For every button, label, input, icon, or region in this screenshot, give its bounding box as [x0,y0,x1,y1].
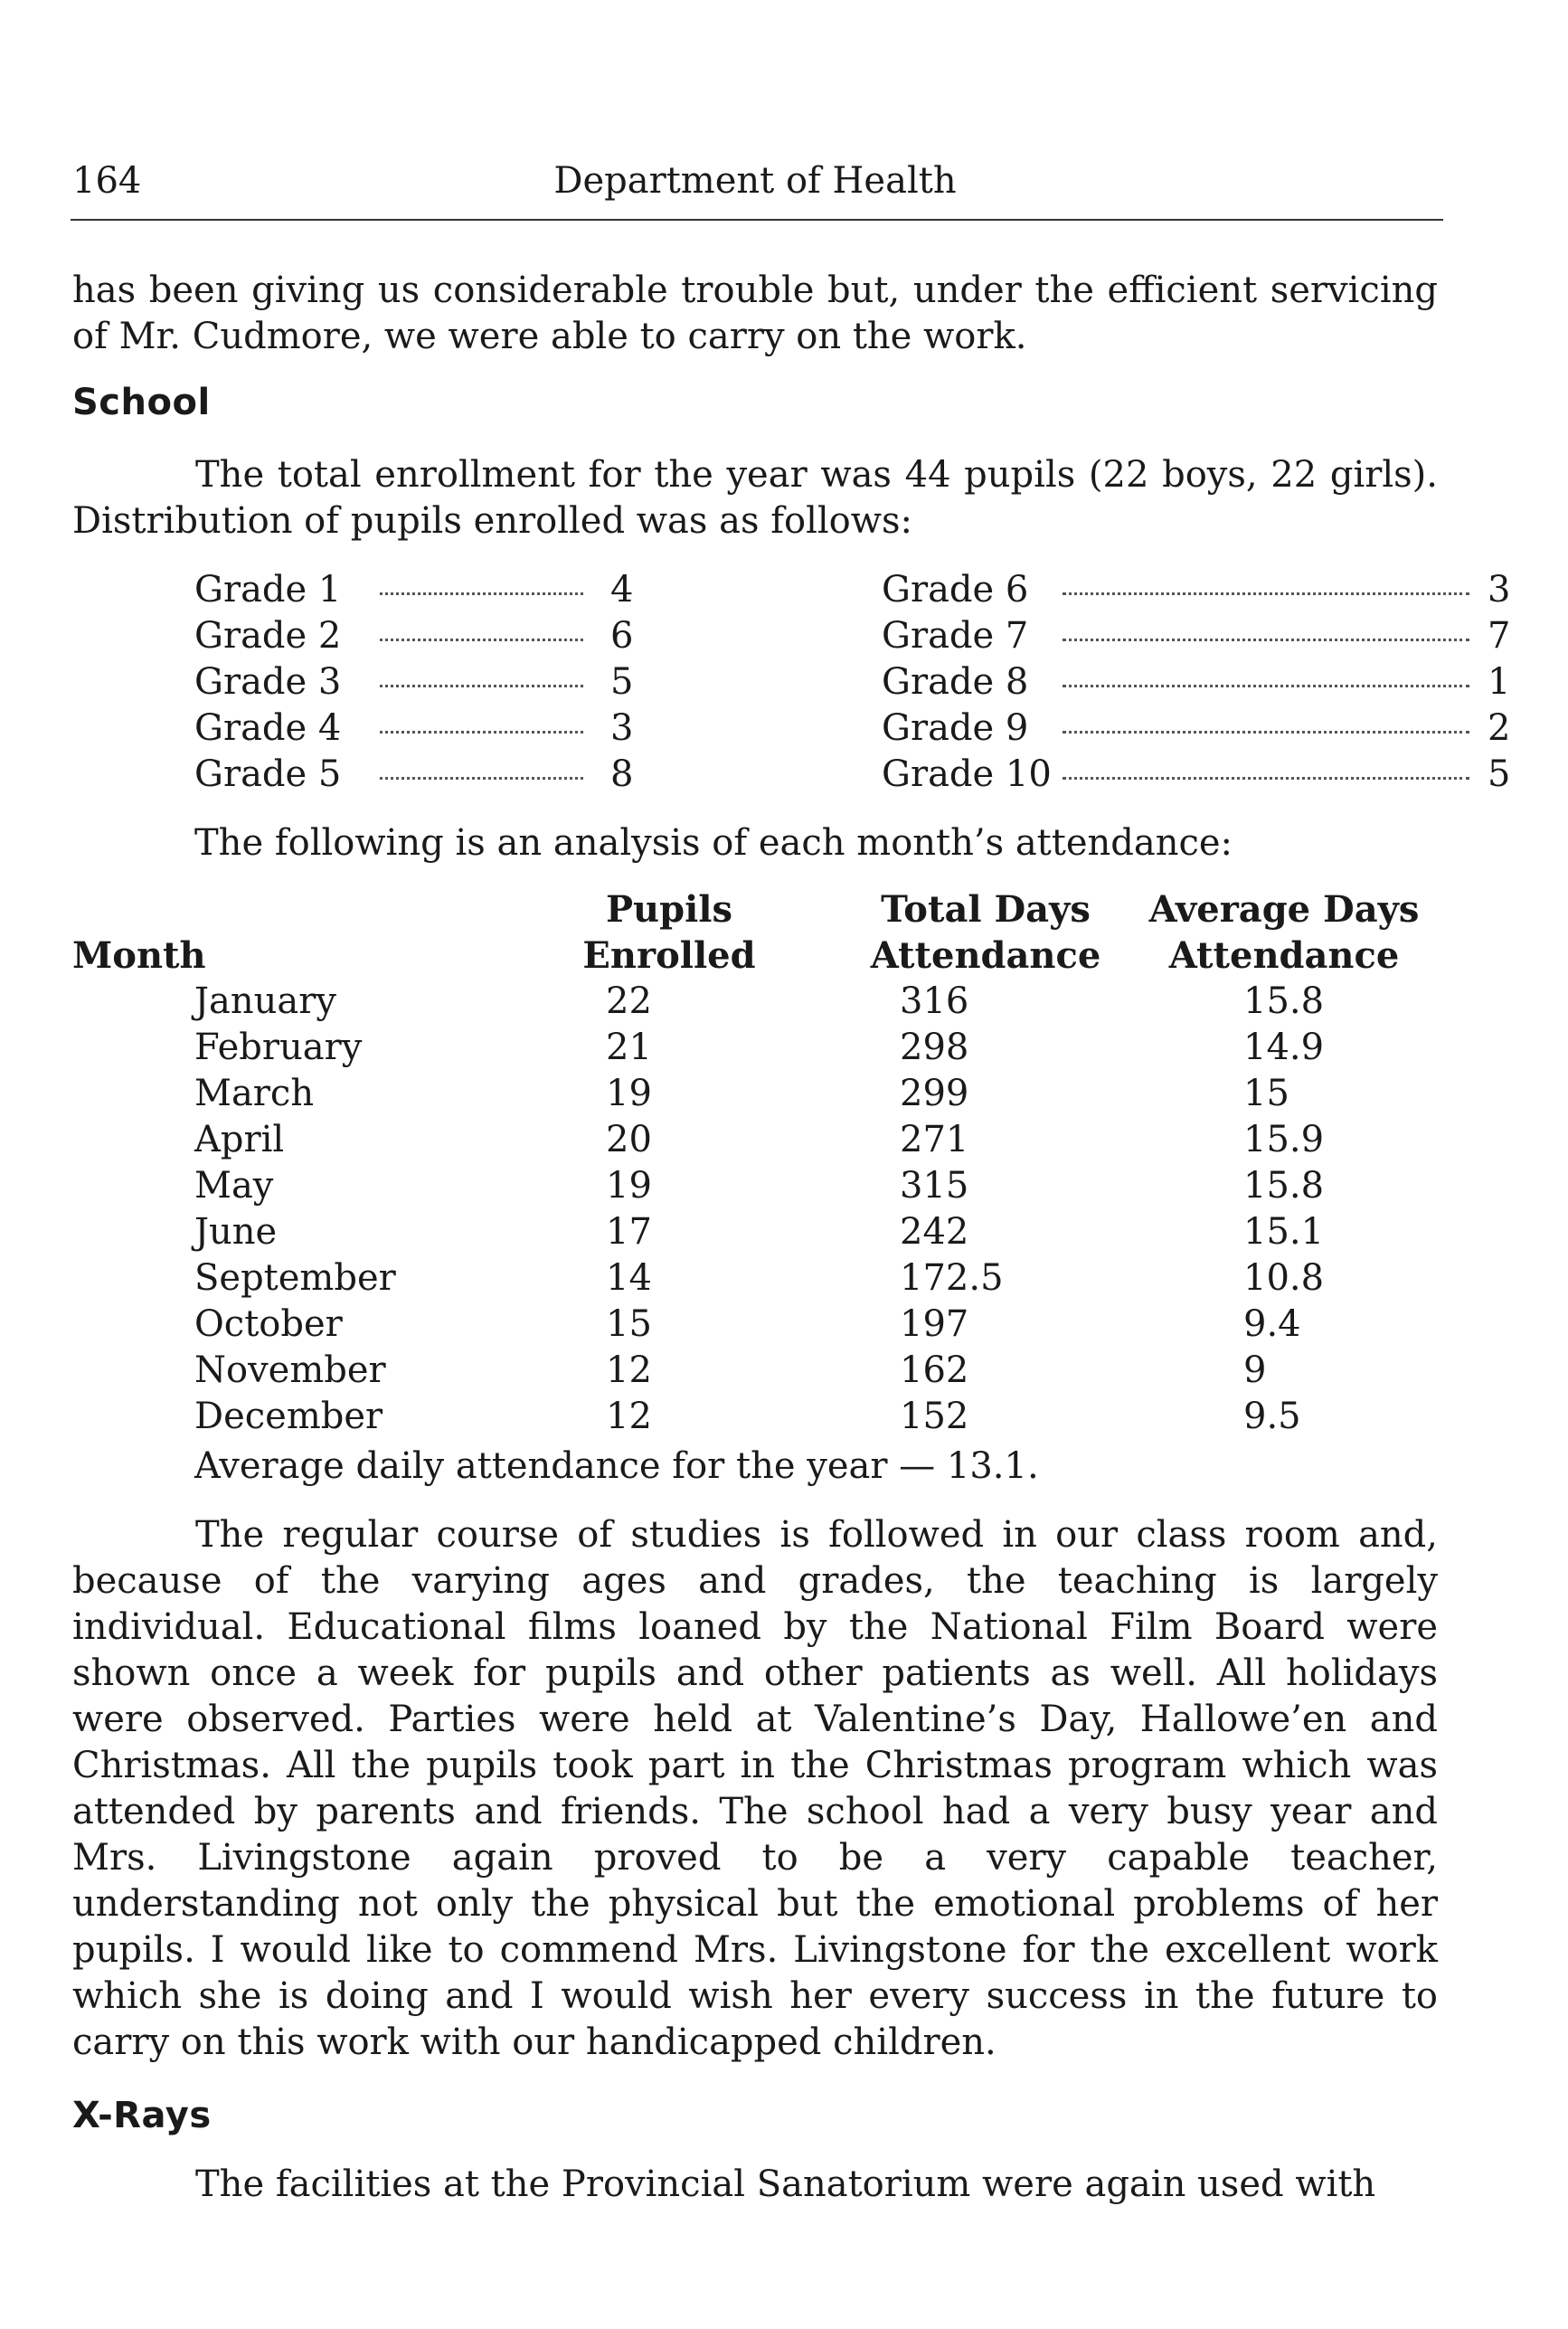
grade-label: Grade 8 [882,661,1029,703]
avg-days-cell: 15.9 [1243,1119,1325,1160]
dot-leader [380,639,583,641]
table-row [72,1255,1438,1302]
grade-count: 7 [1488,615,1511,657]
dot-leader [1063,777,1469,780]
grade-row [194,752,634,798]
grade-label: Grade 6 [882,569,1029,611]
avg-days-cell: 15.1 [1243,1211,1325,1253]
month-cell: February [194,1027,363,1068]
total-days-header-line2: Attendance [870,934,1101,977]
grade-row [882,613,1511,659]
enrollment-paragraph: The total enrollment for the year was 44 pupils (22 boys, 22 girls). Distribution of pupils enrolled was as follows: [72,454,1438,542]
table-row [72,1394,1438,1440]
grade-count: 5 [1488,753,1511,795]
grade-row [194,567,634,613]
month-cell: January [194,980,336,1022]
dot-leader [1063,685,1469,687]
grade-label: Grade 1 [194,569,342,611]
dot-leader [380,592,583,595]
grade-row [882,659,1511,705]
table-row [72,1302,1438,1348]
grade-label: Grade 4 [194,707,342,749]
grade-row [882,705,1511,752]
grade-count: 4 [610,569,634,611]
page-header [72,154,1438,208]
avg-days-cell: 15.8 [1243,1165,1325,1207]
pupils-cell: 22 [606,980,652,1022]
total-days-cell: 299 [900,1073,969,1114]
table-row [72,1117,1438,1163]
grade-label: Grade 3 [194,661,342,703]
grade-label: Grade 7 [882,615,1029,657]
total-days-cell: 172.5 [900,1257,1004,1299]
total-days-header-line1: Total Days [881,888,1091,931]
avg-days-cell: 14.9 [1243,1027,1325,1068]
total-days-cell: 316 [900,980,969,1022]
grade-label: Grade 9 [882,707,1029,749]
table-row [72,979,1438,1025]
grade-row [882,752,1511,798]
dot-leader [380,685,583,687]
grade-count: 3 [610,707,634,749]
total-days-cell: 315 [900,1165,969,1207]
page-number: 164 [72,160,142,202]
pupils-cell: 21 [606,1027,652,1068]
grade-count: 3 [1488,569,1511,611]
month-cell: March [194,1073,315,1114]
month-cell: September [194,1257,396,1299]
avg-days-cell: 10.8 [1243,1257,1325,1299]
month-header: Month [72,934,206,977]
avg-days-cell: 15 [1243,1073,1289,1114]
total-days-cell: 162 [900,1349,969,1391]
dot-leader [380,731,583,734]
dot-leader [1063,731,1469,734]
table-row [72,1163,1438,1209]
pupils-cell: 19 [606,1165,652,1207]
grade-count: 2 [1488,707,1511,749]
xrays-heading: X-Rays [72,2095,212,2136]
pupils-cell: 14 [606,1257,652,1299]
table-row [72,1348,1438,1394]
avg-days-header-line1: Average Days [1148,888,1420,931]
total-days-cell: 197 [900,1303,969,1345]
grade-label: Grade 10 [882,753,1052,795]
total-days-cell: 271 [900,1119,969,1160]
attendance-summary: Average daily attendance for the year — 13.1. [194,1445,1039,1487]
pupils-header-line1: Pupils [605,888,733,931]
attendance-intro: The following is an analysis of each month’s attendance: [194,822,1233,864]
grade-label: Grade 2 [194,615,342,657]
grade-count: 6 [610,615,634,657]
grade-count: 5 [610,661,634,703]
table-row [72,1025,1438,1071]
pupils-cell: 12 [606,1396,652,1437]
grade-row [882,567,1511,613]
pupils-cell: 17 [606,1211,652,1253]
avg-days-header-line2: Attendance [1168,934,1400,977]
school-paragraph: The regular course of studies is followed in our class room and, because of the varying ages and grades, the teaching is largely individual. Educational films loaned by the National Film Board were shown once a week for pupils and other patients as well. All holidays were observed. Parties were held at Valentine’s Day, Hallowe’en and Christmas. All the pupils took part in the Christmas program which was attended by parents and friends. The school had a very busy year and Mrs. Livingstone again proved to be a very capable teacher, understanding not only the physical but the emotional problems of her pupils. I would like to commend Mrs. Livingstone for the excellent work which she is doing and I would wish her every success in the future to carry on this work with our handicapped children. [72,1514,1438,2063]
month-cell: April [194,1119,285,1160]
total-days-cell: 152 [900,1396,969,1437]
total-days-cell: 242 [900,1211,969,1253]
dot-leader [1063,592,1469,595]
pupils-cell: 19 [606,1073,652,1114]
month-cell: December [194,1396,383,1437]
running-title: Department of Health [553,160,957,202]
grade-column-right [882,567,1511,798]
xrays-paragraph: The facilities at the Provincial Sanatorium were again used with [195,2163,1376,2205]
month-cell: June [194,1211,278,1253]
total-days-cell: 298 [900,1027,969,1068]
month-cell: May [194,1165,274,1207]
month-cell: October [194,1303,343,1345]
table-row [72,1071,1438,1117]
avg-days-cell: 9 [1243,1349,1267,1391]
school-heading: School [72,382,211,423]
grade-row [194,705,634,752]
pupils-header-line2: Enrolled [582,934,756,977]
avg-days-cell: 15.8 [1243,980,1325,1022]
pupils-cell: 20 [606,1119,652,1160]
header-rule [71,219,1443,221]
avg-days-cell: 9.4 [1243,1303,1301,1345]
grade-label: Grade 5 [194,753,342,795]
grade-row [194,659,634,705]
grade-count: 1 [1488,661,1511,703]
dot-leader [380,777,583,780]
grade-column-left [194,567,634,798]
dot-leader [1063,639,1469,641]
pupils-cell: 15 [606,1303,652,1345]
pupils-cell: 12 [606,1349,652,1391]
month-cell: November [194,1349,386,1391]
grade-row [194,613,634,659]
intro-paragraph: has been giving us considerable trouble but, under the efficient servicing of Mr. Cudmore, we were able to carry on the work. [72,270,1438,357]
table-row [72,1209,1438,1255]
grade-count: 8 [610,753,634,795]
avg-days-cell: 9.5 [1243,1396,1301,1437]
